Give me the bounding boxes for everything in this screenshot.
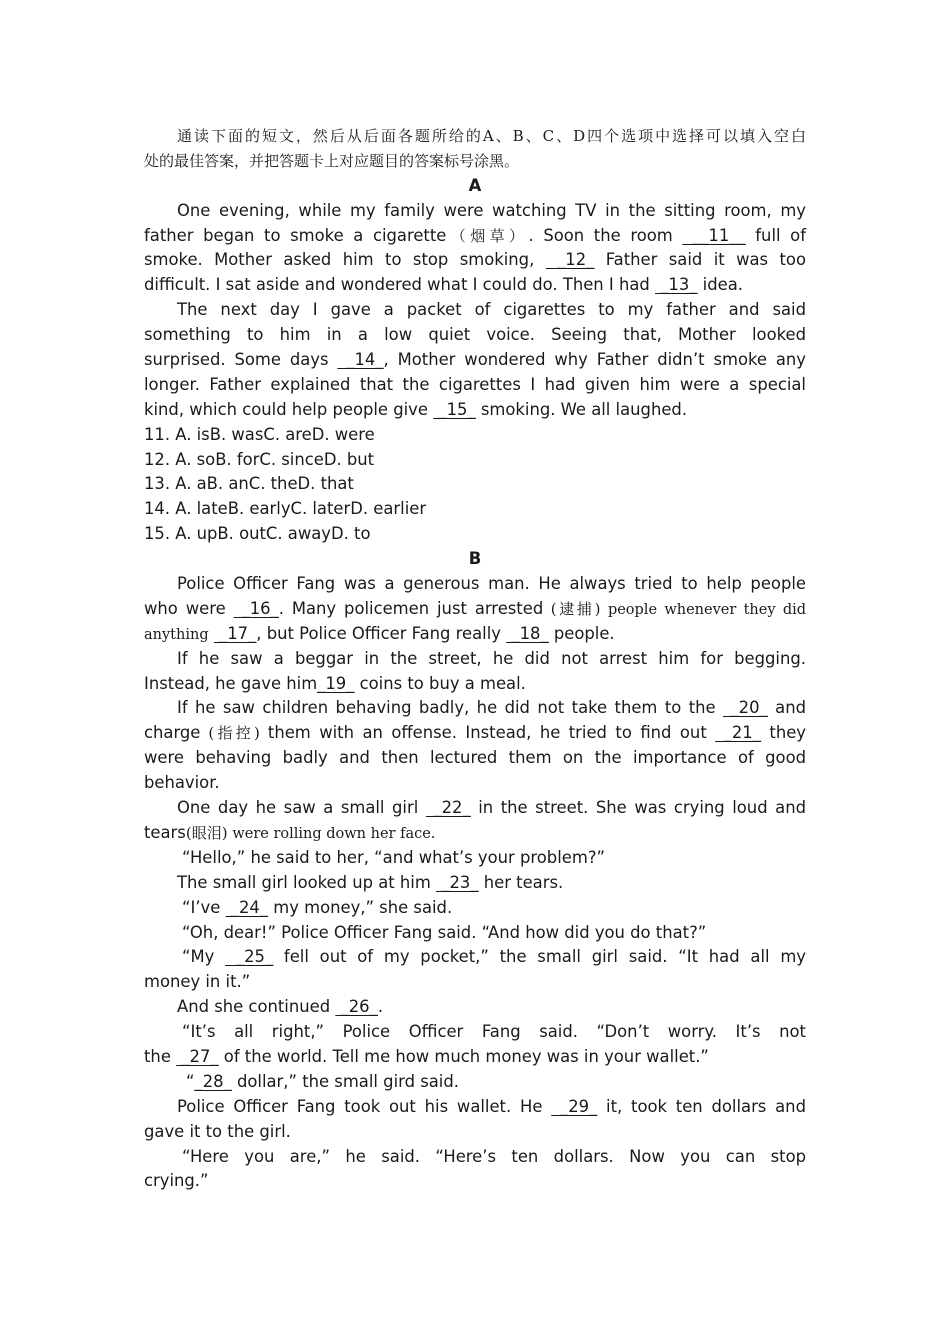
passage-b-line: And she continued _26_. bbox=[177, 997, 384, 1017]
blank-16: _16_ bbox=[233, 598, 279, 618]
passage-b-line: were behaving badly and then lectured them on the importance of good bbox=[144, 748, 806, 768]
passage-b-line: “Here you are,” he said. “Here’s ten dollars. Now you can stop bbox=[182, 1146, 806, 1166]
blank-29: _29_ bbox=[551, 1096, 598, 1116]
blank-20: _20_ bbox=[723, 698, 768, 718]
question-13: 13. A. aB. anC. theD. that bbox=[144, 474, 354, 494]
passage-b-line: money in it.” bbox=[144, 972, 251, 992]
instructions-line-2: 处的最佳答案，并把答题卡上对应题目的答案标号涂黑。 bbox=[144, 151, 520, 170]
blank-19: _19_ bbox=[317, 673, 355, 693]
blank-24: _24_ bbox=[225, 897, 269, 917]
blank-17: _17_ bbox=[213, 623, 257, 643]
passage-b-line: Police Officer Fang was a generous man. He always tried to help people bbox=[177, 574, 806, 594]
passage-a-line: smoke. Mother asked him to stop smoking, _12_ Father said it was too bbox=[144, 250, 806, 270]
passage-b-line: “It’s all right,” Police Officer Fang said. “Don’t worry. It’s not bbox=[182, 1022, 806, 1042]
blank-27: _27_ bbox=[176, 1046, 219, 1066]
instructions-line-1: 通读下面的短文，然后从后面各题所给的A、B、C、D四个选项中选择可以填入空白 bbox=[177, 127, 806, 145]
passage-b-heading: B bbox=[468, 549, 482, 569]
document-page bbox=[144, 124, 806, 1194]
passage-a-heading: A bbox=[468, 175, 482, 195]
passage-b-line: behavior. bbox=[144, 773, 220, 793]
passage-b-line: crying.” bbox=[144, 1171, 209, 1191]
blank-25: _25_ bbox=[225, 947, 274, 967]
passage-b-line: “Oh, dear!” Police Officer Fang said. “And how did you do that?” bbox=[182, 922, 707, 942]
passage-a-line: surprised. Some days _14_, Mother wondered why Father didn’t smoke any bbox=[144, 350, 806, 370]
passage-b-line: the _27_ of the world. Tell me how much money was in your wallet.” bbox=[144, 1046, 709, 1066]
passage-a-line: longer. Father explained that the cigarettes I had given him were a special bbox=[144, 374, 806, 394]
blank-12: _12_ bbox=[545, 250, 595, 270]
blank-11: __11__ bbox=[682, 225, 746, 245]
passage-b-line: “My _25_ fell out of my pocket,” the small girl said. “It had all my bbox=[182, 947, 806, 967]
passage-b-line: If he saw a beggar in the street, he did not arrest him for begging. bbox=[177, 648, 806, 668]
passage-b-line: “_28_ dollar,” the small gird said. bbox=[186, 1071, 459, 1091]
passage-b-line: charge (指控) them with an offense. Instead, he tried to find out _21_ they bbox=[144, 723, 806, 743]
blank-13: _13_ bbox=[655, 275, 698, 295]
blank-22: _22_ bbox=[425, 798, 471, 818]
blank-21: _21_ bbox=[715, 723, 761, 743]
passage-b-line: “Hello,” he said to her, “and what’s your problem?” bbox=[182, 847, 606, 867]
passage-b-line: Police Officer Fang took out his wallet. He _29_ it, took ten dollars and bbox=[177, 1096, 806, 1116]
passage-a-line: father began to smoke a cigarette（烟草）. Soon the room __11__ full of bbox=[144, 225, 806, 245]
blank-23: _23_ bbox=[436, 872, 479, 892]
passage-b-line: “I’ve _24_ my money,” she said. bbox=[182, 897, 453, 917]
passage-b-line: who were _16_. Many policemen just arrested (逮捕) people whenever they did bbox=[144, 598, 807, 618]
blank-14: _14_ bbox=[337, 350, 384, 370]
question-12: 12. A. soB. forC. sinceD. but bbox=[144, 449, 375, 469]
passage-b-line: The small girl looked up at him _23_ her tears. bbox=[177, 872, 564, 892]
passage-b-line: tears(眼泪) were rolling down her face. bbox=[144, 822, 436, 842]
passage-b-line: One day he saw a small girl _22_ in the street. She was crying loud and bbox=[177, 798, 806, 818]
passage-b-line: Instead, he gave him_19_ coins to buy a meal. bbox=[144, 673, 526, 693]
passage-a-line: kind, which could help people give _15_ smoking. We all laughed. bbox=[144, 399, 688, 419]
blank-28: _28_ bbox=[194, 1071, 232, 1091]
passage-b-line: anything _17_, but Police Officer Fang really _18_ people. bbox=[144, 623, 615, 643]
passage-a-line: difficult. I sat aside and wondered what I could do. Then I had _13_ idea. bbox=[144, 275, 743, 295]
blank-18: _18_ bbox=[506, 623, 549, 643]
passage-a-line: something to him in a low quiet voice. Seeing that, Mother looked bbox=[144, 325, 806, 345]
passage-b-line: If he saw children behaving badly, he did not take them to the _20_ and bbox=[177, 698, 806, 718]
passage-a-line: One evening, while my family were watching TV in the sitting room, my bbox=[177, 200, 806, 220]
passage-a-line: The next day I gave a packet of cigarettes to my father and said bbox=[177, 300, 806, 320]
blank-26: _26_ bbox=[335, 997, 378, 1017]
question-14: 14. A. lateB. earlyC. laterD. earlier bbox=[144, 499, 427, 519]
question-15: 15. A. upB. outC. awayD. to bbox=[144, 524, 371, 544]
blank-15: _15_ bbox=[433, 399, 476, 419]
question-11: 11. A. isB. wasC. areD. were bbox=[144, 424, 375, 444]
passage-b-line: gave it to the girl. bbox=[144, 1121, 291, 1141]
